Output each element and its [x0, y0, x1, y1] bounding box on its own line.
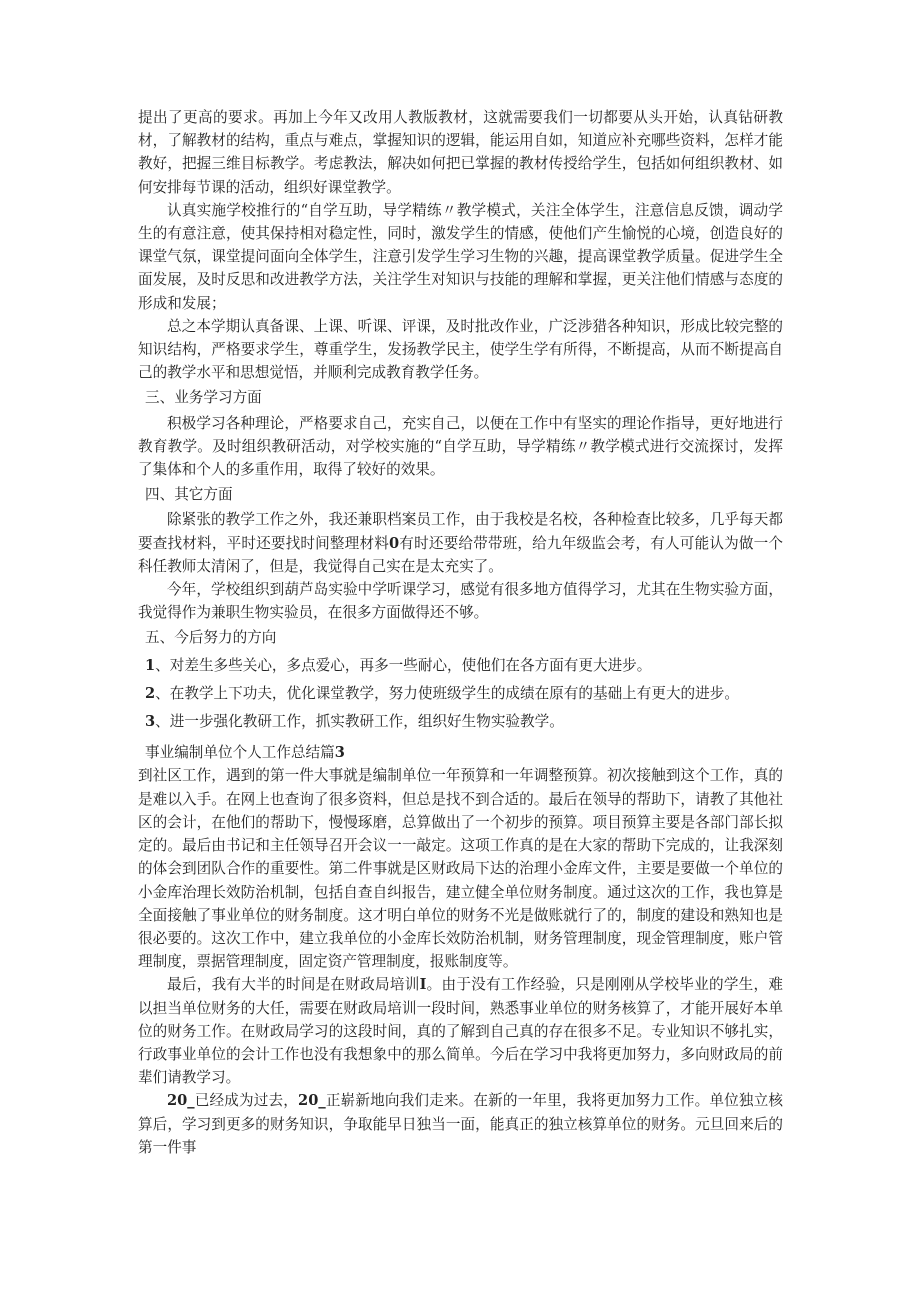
paragraph-9-part-d: 正崭新地向我们走来。在新的一年里，我将更加努力工作。单位独立核算后，学习到更多的财务知识，争取能早日独当一面，能真正的独立核算单位的财务。元旦回来后的第一件事: [138, 1092, 783, 1156]
list-item-2: [138, 682, 783, 705]
paragraph-8-part-b: I: [419, 976, 427, 994]
paragraph-5: [138, 508, 783, 578]
paragraph-5-part-b: 0: [388, 534, 400, 552]
list-item-2-number: 2: [145, 684, 156, 702]
paragraph-2: 认真实施学校推行的“自学互助，导学精练〃教学模式，关注全体学生，注意信息反馈，调动学生的有意注意，使其保持相对稳定性，同时，激发学生的情感，使他们产生愉悦的心境，创造良好的课堂气氛，课堂提问面向全体学生，注意引发学生学习生物的兴趣，提高课堂教学质量。促进学生全面发展，及时反思和改进教学方法，关注学生对知识与技能的理解和掌握，更关注他们情感与态度的形成和发展；: [138, 201, 783, 312]
paragraph-9-part-b: 已经成为过去，: [194, 1092, 299, 1110]
paragraph-8-part-c: 。由于没有工作经验，只是刚刚从学校毕业的学生，难以担当单位财务的大任，需要在财政局培训一段时间，熟悉事业单位的财务核算了，才能开展好本单位的财务工作。在财政局学习的这段时间，真的了解到自己真的存在很多不足。专业知识不够扎实，行政事业单位的会计工作也没有我想象中的那么简单。今后在学习中我将更加努力，多向财政局的前辈们请教学习。: [138, 976, 783, 1087]
list-item-1-text: 、对差生多些关心，多点爱心，再多一些耐心，使他们在各方面有更大进步。: [155, 656, 652, 674]
paragraph-6: 今年，学校组织到葫芦岛实验中学听课学习，感觉有很多地方值得学习，尤其在生物实验方面，我觉得作为兼职生物实验员，在很多方面做得还不够。: [138, 581, 783, 622]
paragraph-3: 总之本学期认真备课、上课、听课、评课，及时批改作业，广泛涉猎各种知识，形成比较完整的知识结构，严格要求学生，尊重学生，发扬教学民主，使学生学有所得，不断提高，从而不断提高自己的教学水平和思想觉悟，并顺利完成教育教学任务。: [138, 317, 783, 382]
paragraph-7: 到社区工作，遇到的第一件大事就是编制单位一年预算和一年调整预算。初次接触到这个工作，真的是难以入手。在网上也查询了很多资料，但总是找不到合适的。最后在领导的帮助下，请教了其他社区的会计，在他们的帮助下，慢慢琢磨，总算做出了一个初步的预算。项目预算主要是各部门部长拟定的。最后由书记和主任领导召开会议一一敲定。这项工作真的是在大家的帮助下完成的，让我深刻的体会到团队合作的重要性。第二件事就是区财政局下达的治理小金库文件，主要是要做一个单位的小金库治理长效防治机制，包括自查自纠报告，建立健全单位财务制度。通过这次的工作，我也算是全面接触了事业单位的财务制度。这才明白单位的财务不光是做账就行了的，制度的建设和熟知也是很必要的。这次工作中，建立我单位的小金库长效防治机制，财务管理制度，现金管理制度，账户管理制度，票据管理制度，固定资产管理制度，报账制度等。: [138, 767, 783, 971]
paragraph-9: [138, 1089, 783, 1159]
document-page: [138, 106, 783, 1159]
paragraph-5-part-a: 除紧张的教学工作之外，我还兼职档案员工作，由于我校是名校，各种检查比较多，几乎每天都要查找材料，平时还要找时间整理材料: [138, 511, 783, 552]
paragraph-8: [138, 973, 783, 1089]
paragraph-1: 提出了更高的要求。再加上今年又改用人教版教材，这就需要我们一切都要从头开始，认真钻研教材，了解教材的结构，重点与难点，掌握知识的逻辑，能运用自如，知道应补充哪些资料，怎样才能教好，把握三维目标教学。考虑教法，解决如何把已掌握的教材传授给学生，包括如何组织教材、如何安排每节课的活动，组织好课堂教学。: [138, 109, 783, 196]
list-item-3: [138, 710, 783, 733]
section-heading-3: 三、业务学习方面: [145, 389, 262, 407]
article-title-text: 事业编制单位个人工作总结篇: [145, 744, 335, 762]
list-item-2-text: 、在教学上下功夫，优化课堂教学，努力使班级学生的成绩在原有的基础上有更大的进步。: [155, 684, 739, 702]
article-title: [138, 741, 783, 764]
paragraph-9-year-2: 20_: [298, 1092, 326, 1110]
list-item-1-number: 1: [145, 656, 156, 674]
section-heading-5: 五、今后努力的方向: [145, 629, 277, 647]
paragraph-8-part-a: 最后，我有大半的时间是在财政局培训: [167, 976, 420, 994]
list-item-1: [138, 654, 783, 677]
paragraph-4: 积极学习各种理论，严格要求自己，充实自己，以便在工作中有坚实的理论作指导，更好地进行教育教学。及时组织教研活动，对学校实施的“自学互助，导学精练〃教学模式进行交流探讨，发挥了集体和个人的多重作用，取得了较好的效果。: [138, 414, 783, 479]
section-heading-4: 四、其它方面: [145, 486, 233, 504]
paragraph-9-year-1: 20_: [167, 1092, 195, 1110]
list-item-3-text: 、进一步强化教研工作，抓实教研工作，组织好生物实验教学。: [155, 713, 564, 731]
list-item-3-number: 3: [145, 713, 156, 731]
paragraph-5-part-c: 有时还要给带带班，给九年级监会考，有人可能认为做一个科任教师太清闲了，但是，我觉得自己实在是太充实了。: [138, 534, 783, 575]
article-title-number: 3: [334, 744, 345, 762]
